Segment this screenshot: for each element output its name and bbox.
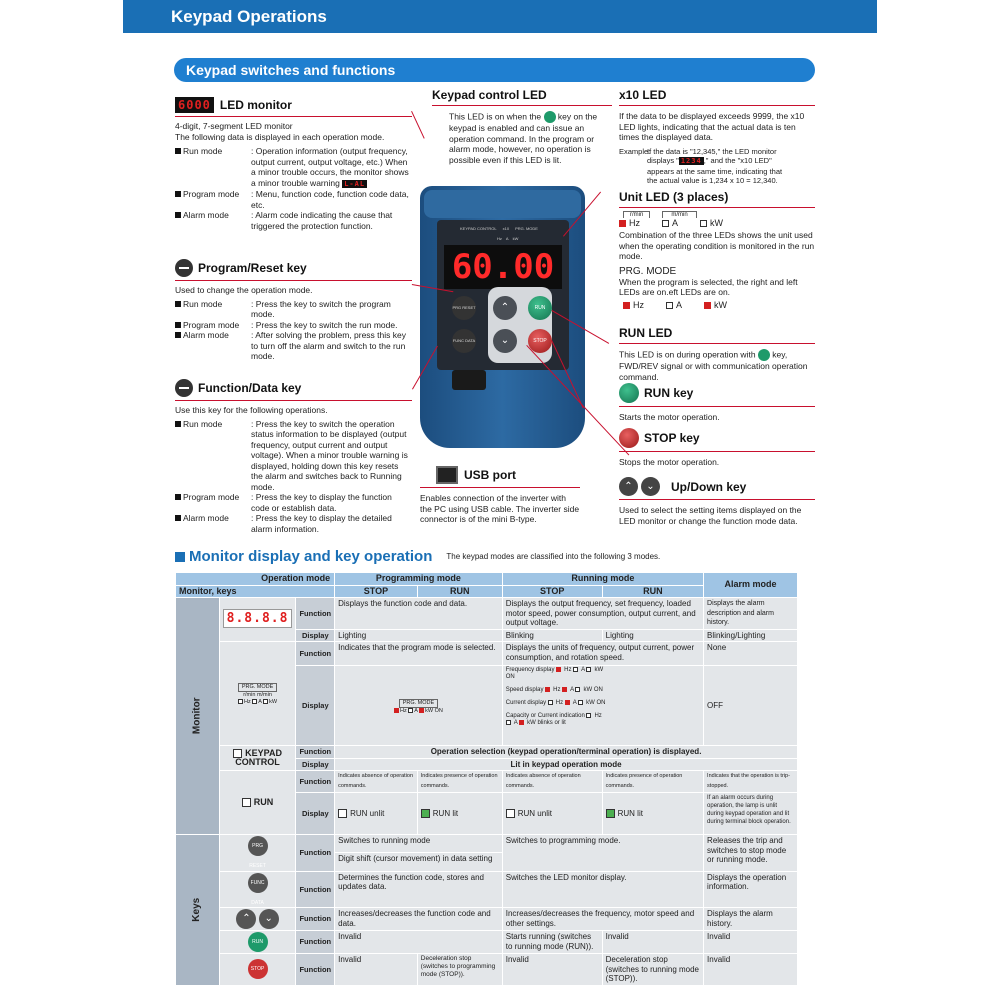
table-cell: Switches to programming mode. [502, 835, 703, 872]
unit-widget-head: PRG. MODE [399, 699, 438, 708]
table-cell: Starts running (switches to running mode (RUN)). [502, 931, 602, 954]
table-cell: Invalid [335, 931, 503, 954]
example-led-badge: 1234 [680, 157, 702, 165]
led-on-icon [619, 220, 626, 227]
table-cell: Lighting [335, 629, 503, 642]
example-line: If the data is "12,345," the LED monitor [647, 146, 777, 156]
unit-label: Hz [553, 687, 561, 694]
updown-key-block [619, 477, 815, 526]
stop-key-icon: STOP [248, 959, 268, 979]
header-operation-mode: Operation mode [176, 573, 335, 586]
table-cell: Displays the alarm history. [704, 908, 798, 931]
led-off-icon [242, 798, 251, 807]
list-item: Program mode : Press the key to switch the run mode. [175, 320, 412, 331]
unit-label: A [581, 667, 585, 674]
run-key-icon [758, 349, 770, 361]
unit-label: Hz [629, 218, 640, 228]
table-cell: Operation selection (keypad operation/terminal operation) is displayed. [335, 746, 798, 759]
example-line: ," and the "x10 LED" [703, 156, 772, 165]
label-function: Function [296, 771, 335, 793]
label-display: Display [296, 666, 335, 746]
table-cell: Lighting [602, 629, 703, 642]
table-cell: Displays the function code and data. [335, 598, 503, 630]
led-monitor-heading: LED monitor [219, 98, 292, 112]
device-up-button[interactable]: ⌃ [493, 296, 517, 320]
keypad-control-cell [219, 746, 296, 771]
run-key-block [619, 383, 815, 423]
unit-led-block [619, 190, 815, 310]
item-text: Press the key to switch the program mode. [251, 298, 391, 319]
led-off-icon [586, 713, 591, 718]
scale-label: r/min [623, 211, 650, 218]
example-line: the actual value is 1,234 x 10 = 12,340. [647, 176, 778, 185]
led-off-icon [238, 699, 243, 704]
function-data-block [175, 379, 412, 534]
device-unit-labels [497, 236, 518, 241]
minus-key-icon [175, 379, 193, 397]
led-on-icon [545, 687, 550, 692]
item-key: Run mode [175, 299, 251, 320]
item-key: Alarm mode [175, 513, 251, 534]
led-on-icon [565, 700, 570, 705]
device-func-button[interactable]: FUNC DATA [452, 329, 476, 353]
item-text: Press the key to display the detailed alarm information. [251, 513, 392, 534]
unit-label: Hz [399, 707, 407, 714]
func-data-key-icon: FUNC DATA [248, 873, 268, 893]
list-item: Program mode : Menu, function code, function code data, etc. [175, 189, 412, 210]
led-off-icon [700, 220, 707, 227]
led-badge: 6000 [175, 97, 214, 113]
device-label: Hz [497, 236, 502, 241]
unit-led-heading: Unit LED (3 places) [619, 190, 729, 204]
unit-label: A [570, 687, 574, 694]
table-cell: Lit in keypad operation mode [335, 758, 798, 771]
table-cell: Indicates presence of operation commands. [602, 771, 703, 793]
label-function: Function [296, 954, 335, 986]
led-on-icon [419, 708, 424, 713]
device-led-display: 60.00 [444, 245, 562, 289]
side-monitor [176, 598, 220, 835]
unit-label: Hz [243, 699, 251, 705]
on-label: ON [593, 687, 603, 694]
unit-label: A [414, 707, 418, 714]
usb-connector-icon [436, 466, 458, 484]
stop-key-block [619, 428, 815, 468]
keypad-control-led-block [432, 88, 612, 165]
label-function: Function [296, 871, 335, 908]
unit-caption: Frequency display [505, 667, 555, 674]
func-key-cell [219, 871, 296, 908]
item-key: Program mode [175, 320, 251, 331]
usb-port-block [420, 466, 580, 525]
updown-key-cell [219, 908, 296, 931]
led-on-icon [519, 720, 524, 725]
table-cell: Invalid [602, 931, 703, 954]
led-intro-2: The following data is displayed in each operation mode. [175, 131, 385, 142]
down-arrow-icon: ⌄ [641, 477, 660, 496]
label-function: Function [296, 908, 335, 931]
device-label: kW [512, 236, 519, 241]
table-cell: Increases/decreases the frequency, motor speed and other settings. [502, 908, 703, 931]
table-cell: Digit shift (cursor movement) in data setting [335, 853, 503, 871]
prog-unit-display [335, 666, 503, 746]
x10-text: If the data to be displayed exceeds 9999, the x10 LED lights, indicating that the actual data is ten times the displayed data. [619, 111, 805, 142]
section2-header [175, 548, 660, 565]
unit-label: kW [425, 707, 434, 714]
down-key-icon: ⌄ [259, 909, 279, 929]
unit-label: A [572, 700, 577, 707]
program-reset-heading: Program/Reset key [198, 261, 307, 275]
led-off-icon [263, 699, 268, 704]
run-led-block [619, 326, 815, 382]
unit-label: kW [710, 218, 724, 228]
device-label: PRG. MODE [515, 226, 538, 231]
table-cell: Indicates that the program mode is selected. [335, 642, 503, 666]
unit-label: A [513, 720, 518, 727]
run-led-heading: RUN LED [619, 326, 673, 340]
run-led-text-a: This LED is on during operation with [619, 349, 756, 360]
unit-caption: Capacity or Current indication [505, 713, 585, 720]
led-off-icon [662, 220, 669, 227]
list-item: Run mode : Press the key to switch the program mode. [175, 299, 412, 320]
run-unlit-icon [338, 809, 347, 818]
item-key: Program mode [175, 492, 251, 513]
program-reset-block [175, 259, 412, 362]
led-off-icon [578, 700, 583, 705]
unit-label: kW [594, 667, 604, 674]
led-cell [219, 598, 296, 642]
kc-text-a: This LED is on when the [449, 111, 542, 122]
stop-key-heading: STOP key [644, 431, 700, 445]
led-off-icon [506, 720, 511, 725]
run-key-text: Starts the motor operation. [619, 412, 720, 422]
run-led-text-b: key, FWD/REV signal or with communication operation command. [619, 349, 808, 382]
table-cell: OFF [704, 666, 798, 746]
run-key-heading: RUN key [644, 386, 694, 400]
led-monitor-block [175, 97, 412, 231]
usb-port-heading: USB port [464, 468, 516, 482]
device-usb-port [452, 370, 486, 390]
table-cell: Displays the output frequency, set frequency, loaded motor speed, power consumption, output current, and output voltage. [502, 598, 703, 630]
table-cell: Blinking/Lighting [704, 629, 798, 642]
list-item: Run mode : Operation information (output frequency, output current, output voltage, etc.) When a minor trouble occurs, the monitor shows a minor trouble warning L-AL [175, 146, 412, 189]
minor-warning-badge: L-AL [344, 179, 366, 188]
unit-caption: Speed display [505, 687, 544, 694]
table-cell: Displays the units of frequency, output current, power consumption, and rotation speed. [502, 642, 703, 666]
scale-label: m/min [662, 211, 696, 218]
usb-port-text: Enables connection of the inverter with the PC using USB cable. The inverter side connector is of the mini B-type. [420, 493, 580, 524]
item-text: Press the key to switch the run mode. [255, 319, 398, 330]
led-intro-1: 4-digit, 7-segment LED monitor [175, 121, 293, 131]
table-cell: Displays the operation information. [704, 871, 798, 908]
unit-widget-head: PRG. MODE [238, 683, 277, 692]
table-cell: Deceleration stop (switches to running mode (STOP)). [602, 954, 703, 986]
run-led-cell [219, 771, 296, 835]
run-unlit-label: RUN unlit [517, 808, 552, 818]
prg-mode-text: When the program is selected, the right and left LEDs are on.eft LEDs are on. [619, 276, 798, 297]
updown-key-text: Used to select the setting items displayed on the LED monitor or change the function mode data. [619, 505, 802, 526]
run-lit-icon [421, 809, 430, 818]
item-key: Alarm mode [175, 210, 251, 231]
section2-note: The keypad modes are classified into the following 3 modes. [446, 552, 661, 561]
led-on-icon [562, 687, 567, 692]
device-label: KEYPAD CONTROL [460, 226, 497, 231]
list-item: Alarm mode : Alarm code indicating the cause that triggered the protection function. [175, 210, 412, 231]
x10-led-heading: x10 LED [619, 88, 667, 102]
blinks-label: blinks or lit [537, 720, 566, 727]
led-off-icon [548, 700, 553, 705]
run-unlit-icon [506, 809, 515, 818]
keypad-control-led-heading: Keypad control LED [432, 88, 547, 102]
table-cell: Switches to running mode [335, 835, 503, 853]
header-programming: Programming mode [335, 573, 503, 586]
run-lit-label: RUN lit [617, 808, 643, 818]
stop-button-icon [619, 428, 639, 448]
label-function: Function [296, 835, 335, 872]
item-key: Run mode [175, 419, 251, 493]
table-cell: Invalid [502, 954, 602, 986]
led-off-icon [573, 667, 578, 672]
label-display: Display [296, 793, 335, 835]
led-on-icon [394, 708, 399, 713]
item-text: Menu, function code, function code data, etc. [251, 189, 409, 210]
led-8888-icon: 8.8.8.8 [223, 609, 293, 628]
item-key: Alarm mode [175, 330, 251, 362]
list-item: Program mode : Press the key to display the function code or establish data. [175, 492, 412, 513]
device-label: A [505, 236, 509, 241]
kc-text-b: key on the keypad is enabled and can issue an operation command. In the program or alarm mode, however, no operation is possible even if this LED is lit. [449, 111, 598, 165]
led-off-icon [408, 708, 413, 713]
header-stop: STOP [335, 585, 418, 598]
device-prg-button[interactable]: PRG RESET [452, 296, 476, 320]
pointer-line [411, 111, 425, 139]
led-off-icon [575, 687, 580, 692]
item-text: After solving the problem, press this key to turn off the alarm and switch to the run mode. [251, 330, 406, 361]
device-run-button[interactable]: RUN [528, 296, 552, 320]
run-unit-display [502, 666, 703, 746]
table-cell: Deceleration stop (switches to programming mode (STOP)). [417, 954, 502, 986]
up-key-icon: ⌃ [236, 909, 256, 929]
run-key-icon [544, 111, 556, 123]
section-title-keypad-switches: Keypad switches and functions [174, 58, 815, 82]
square-bullet-icon [175, 552, 185, 562]
list-item: Alarm mode : After solving the problem, press this key to turn off the alarm and switch to the run mode. [175, 330, 412, 362]
unit-label: Hz [555, 700, 564, 707]
on-label: ON [505, 674, 515, 681]
unit-label: A [676, 299, 683, 310]
unit-label: kW [269, 699, 278, 705]
device-label: x10 [502, 226, 510, 231]
up-arrow-icon: ⌃ [619, 477, 638, 496]
header-alarm: Alarm mode [704, 573, 798, 598]
unit-caption: Current display [505, 700, 547, 707]
prg-reset-key-icon: PRG RESET [248, 836, 268, 856]
table-cell: Invalid [335, 954, 418, 986]
header-running: Running mode [502, 573, 703, 586]
page-title: Keypad Operations [123, 0, 877, 33]
unit-label: Hz [594, 713, 602, 720]
header-monitor-keys: Monitor, keys [176, 585, 335, 598]
program-reset-intro: Used to change the operation mode. [175, 285, 313, 295]
table-cell: Increases/decreases the function code and data. [335, 908, 503, 931]
unit-label: Hz [564, 667, 572, 674]
label-function: Function [296, 931, 335, 954]
header-stop: STOP [502, 585, 602, 598]
stop-key-text: Stops the motor operation. [619, 457, 720, 467]
unit-led-text: Combination of the three LEDs shows the unit used when the operating condition is monitored in the run mode. [619, 230, 815, 261]
run-label: RUN [253, 796, 274, 807]
stop-key-cell [219, 954, 296, 986]
section2-title: Monitor display and key operation [189, 548, 433, 565]
device-top-cover [424, 190, 581, 218]
led-off-icon [666, 302, 673, 309]
unit-label: Hz [633, 299, 644, 310]
run-lit-icon [606, 809, 615, 818]
side-keys [176, 835, 220, 986]
table-cell: Switches the LED monitor display. [502, 871, 703, 908]
side-keys-label: Keys [191, 897, 203, 922]
led-on-icon [556, 667, 561, 672]
unit-label: kW [714, 299, 728, 310]
label-function: Function [296, 642, 335, 666]
table-cell: Indicates presence of operation commands. [417, 771, 502, 793]
table-cell: Invalid [704, 931, 798, 954]
label-display: Display [296, 758, 335, 771]
led-on-icon [623, 302, 630, 309]
prg-key-cell [219, 835, 296, 872]
table-cell: Releases the trip and switches to stop mode or running mode. [704, 835, 798, 872]
updown-key-heading: Up/Down key [671, 479, 747, 494]
example-line: displays " [647, 156, 679, 165]
table-cell: None [704, 642, 798, 666]
run-lit-label: RUN lit [432, 808, 459, 818]
item-text: Press the key to display the function code or establish data. [251, 492, 392, 513]
unit-label: kW [527, 720, 536, 727]
list-item: Run mode : Press the key to switch the operation status information to be displayed (output frequency, output current and output voltage). When a minor trouble warning is displayed, holding down this key resets the alarm and switches back to Running mode. [175, 419, 412, 493]
label-function: Function [296, 598, 335, 630]
device-stop-button[interactable]: STOP [528, 329, 552, 353]
table-cell: Indicates absence of operation commands. [335, 771, 418, 793]
item-key: Run mode [175, 146, 251, 189]
list-item: Alarm mode : Press the key to display the detailed alarm information. [175, 513, 412, 534]
label-function: Function [296, 746, 335, 759]
function-data-heading: Function/Data key [198, 381, 302, 395]
on-label: ON [434, 707, 443, 714]
run-unlit-label: RUN unlit [350, 808, 385, 818]
table-cell: Determines the function code, stores and updates data. [335, 871, 503, 908]
table-cell: Invalid [704, 954, 798, 986]
led-off-icon [252, 699, 257, 704]
unit-widget-sub: r/min m/min [243, 692, 272, 698]
table-cell: If an alarm occurs during operation, the lamp is unlit during keypad operation and lit during terminal block operation. [704, 793, 798, 835]
side-monitor-label: Monitor [191, 697, 203, 735]
run-key-icon: RUN [248, 932, 268, 952]
unit-label: kW [583, 687, 593, 694]
label-display: Display [296, 629, 335, 642]
on-label: ON [596, 700, 606, 707]
x10-led-block [619, 88, 815, 186]
prg-mode-heading: PRG. MODE [619, 265, 677, 277]
item-key: Program mode [175, 189, 251, 210]
table-cell: Indicates that the operation is trip-stopped. [704, 771, 798, 793]
function-data-intro: Use this key for the following operations. [175, 405, 328, 415]
example-line: appears at the same time, indicating that [647, 166, 783, 176]
item-text: Press the key to switch the operation status information to be displayed (output frequency, output current and output voltage). When a minor trouble warning is displayed, holding down this key resets the alarm and switches back to Running mode. [251, 418, 408, 492]
run-button-icon [619, 383, 639, 403]
unit-label: A [672, 218, 679, 228]
table-cell: Blinking [502, 629, 602, 642]
item-text: Alarm code indicating the cause that triggered the protection function. [251, 210, 393, 231]
run-key-cell [219, 931, 296, 954]
unit-led-cell [219, 642, 296, 746]
keypad-control-label: KEYPAD CONTROL [235, 747, 282, 767]
led-off-icon [586, 667, 591, 672]
table-cell: Displays the alarm description and alarm history. [704, 598, 798, 630]
unit-label: kW [586, 700, 595, 707]
minus-key-icon [175, 259, 193, 277]
table-cell: Indicates absence of operation commands. [502, 771, 602, 793]
header-run: RUN [417, 585, 502, 598]
item-text: Operation information (output frequency, output current, output voltage, etc.) When a minor trouble occurs, the monitor shows a minor trouble warning [251, 146, 409, 188]
example-label: Example: [619, 146, 651, 156]
led-on-icon [704, 302, 711, 309]
unit-label: A [258, 699, 262, 705]
device-down-button[interactable]: ⌄ [493, 329, 517, 353]
device-led-labels [460, 226, 538, 231]
header-run: RUN [602, 585, 703, 598]
monitor-key-table [175, 572, 798, 986]
